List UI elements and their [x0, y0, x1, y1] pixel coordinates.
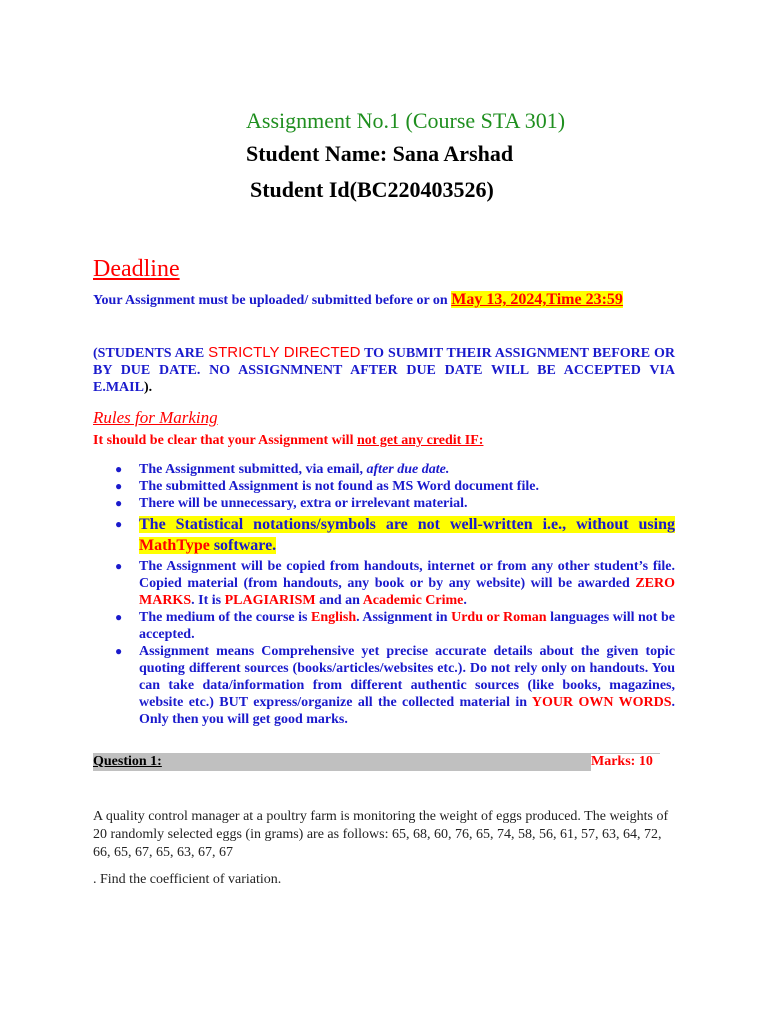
rule-zero-marks: ZERO MARKS [139, 576, 675, 608]
question-text: A quality control manager at a poultry farm is monitoring the weight of eggs produced. The weights of 20 randomly selected eggs (in grams) are as follows: 65, 68, 60, 76, 65, 74, 58, 56, 61, 57, 63, 64, 72, 66, 65, 67, 65, 63, 67, 67 [93, 809, 669, 860]
strict-prefix: (STUDENTS ARE [93, 346, 209, 361]
strict-end: ). [143, 380, 153, 395]
deadline-heading: Deadline [93, 256, 180, 282]
credit-warning [93, 433, 483, 449]
rule-text: Assignment means Comprehensive yet precise accurate details about the given topic quoting different sources (books/articles/websites etc.). Do not rely only on handouts. You can take data/information from different authentic sources (like books, magazines, website etc.) BUT express/organize all the collected material in [139, 644, 675, 710]
rule-plagiarism: PLAGIARISM [224, 593, 316, 608]
upload-text: Your Assignment must be uploaded/ submitted before or on [93, 293, 452, 308]
rule-english: English [310, 610, 357, 625]
student-id: Student Id(BC220403526) [250, 177, 494, 202]
rule-text-2: . Only then you will get good marks. [139, 695, 675, 727]
bullet-icon: ● [115, 517, 123, 531]
rule-item [93, 558, 675, 609]
rule-item [93, 609, 675, 643]
rule-emphasis: after due date. [366, 462, 450, 477]
credit-underlined: not get any credit IF: [356, 433, 484, 448]
bullet-icon: ● [115, 462, 123, 476]
rule-urdu-roman: Urdu or Roman [451, 610, 547, 625]
question-marks: Marks: 10 [591, 754, 660, 772]
rule-text: The Assignment will be copied from handouts, internet or from any other student’s file. Copied material (from handouts, any book or by any website) will be awarded [139, 559, 675, 591]
rule-text-3: and an [315, 593, 363, 608]
rule-item [93, 461, 675, 478]
rule-academic-crime: Academic Crime [362, 593, 464, 608]
bullet-icon: ● [115, 559, 123, 573]
rule-text-end: software. [209, 537, 277, 554]
deadline-date: May 13, 2024,Time 23:59 [451, 291, 623, 308]
rule-text-3: languages will not be accepted. [139, 610, 675, 642]
rule-text-4: . [463, 593, 467, 608]
question-task: . Find the coefficient of variation. [93, 872, 282, 887]
rule-text: The Statistical notations/symbols are not well-written i.e., without using [139, 516, 675, 533]
rule-text-2: . It is [191, 593, 225, 608]
rule-item [93, 495, 675, 512]
rule-text: The submitted Assignment is not found as MS Word document file. [139, 479, 539, 494]
rule-item [93, 643, 675, 728]
bullet-icon: ● [115, 610, 123, 624]
student-name: Student Name: Sana Arshad [246, 141, 514, 166]
bullet-icon: ● [115, 496, 123, 510]
rule-own-words: YOUR OWN WORDS [531, 695, 672, 710]
rule-item [93, 478, 675, 495]
strict-notice [93, 344, 675, 396]
rule-text: There will be unnecessary, extra or irrelevant material. [139, 496, 468, 511]
rules-heading: Rules for Marking [93, 408, 218, 427]
rule-mathtype: MathType [139, 537, 210, 554]
strict-emphasis: STRICTLY DIRECTED [208, 344, 361, 361]
bullet-icon: ● [115, 644, 123, 658]
strict-suffix: TO SUBMIT THEIR ASSIGNMENT BEFORE OR BY DUE DATE. NO ASSIGNMNENT AFTER DUE DATE WILL BE ACCEPTED VIA E.MAIL [93, 346, 675, 395]
question-header-bar [93, 753, 660, 771]
question-label: Question 1: [93, 754, 162, 769]
assignment-title: Assignment No.1 (Course STA 301) [246, 108, 566, 133]
rules-list [93, 461, 675, 728]
upload-instruction [93, 290, 675, 311]
rule-item-highlighted [93, 514, 675, 556]
rule-text: The Assignment submitted, via email, [139, 462, 367, 477]
rule-text-2: . Assignment in [356, 610, 452, 625]
bullet-icon: ● [115, 479, 123, 493]
rule-text: The medium of the course is [139, 610, 311, 625]
credit-prefix: It should be clear that your Assignment will [93, 433, 357, 448]
